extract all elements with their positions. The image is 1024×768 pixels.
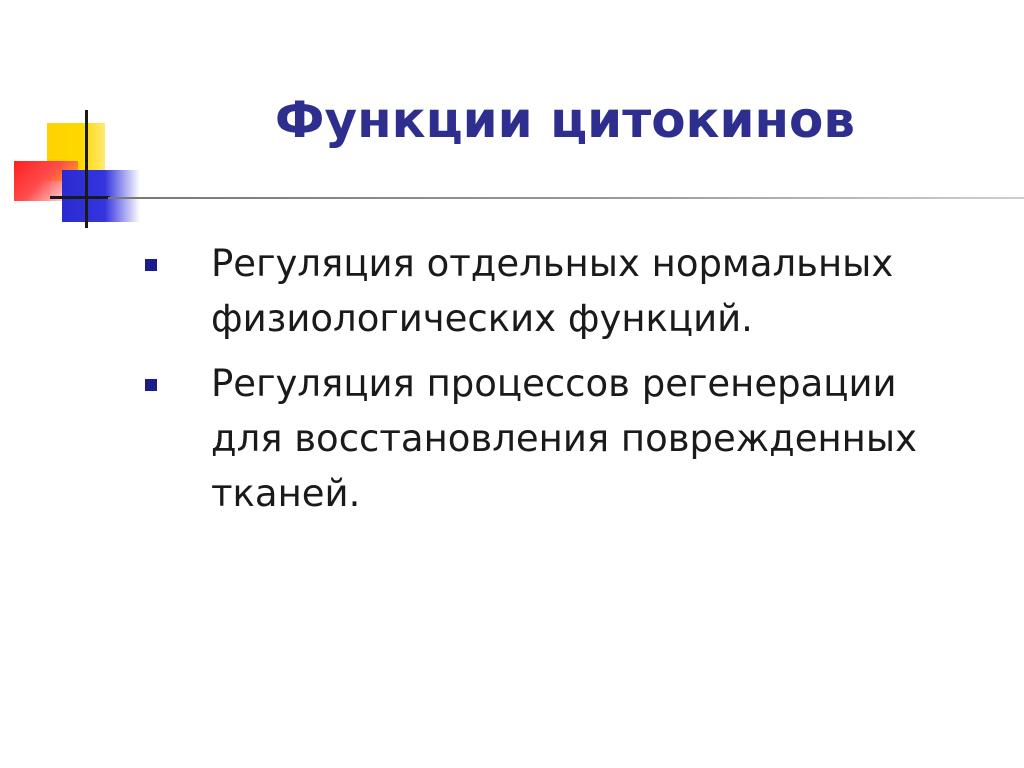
bullet-line: физиологических функций. (211, 297, 753, 340)
bullet-item (145, 236, 1005, 346)
vertical-line-decoration (85, 110, 88, 228)
title-underline-rule (108, 197, 1024, 199)
bullet-list (145, 236, 1005, 531)
bullet-item (145, 356, 1005, 521)
bullet-text (211, 236, 971, 346)
bullet-line: Регуляция процессов регенерации (211, 362, 897, 405)
square-bullet-icon (145, 379, 157, 391)
bullet-line: Регуляция отдельных нормальных (211, 242, 894, 285)
bullet-line: для восстановления поврежденных (211, 417, 917, 460)
slide-title: Функции цитокинов (274, 91, 856, 149)
bullet-text (211, 356, 971, 521)
short-horizontal-line-decoration (50, 196, 110, 199)
square-bullet-icon (145, 259, 157, 271)
bullet-line: тканей. (211, 472, 361, 515)
